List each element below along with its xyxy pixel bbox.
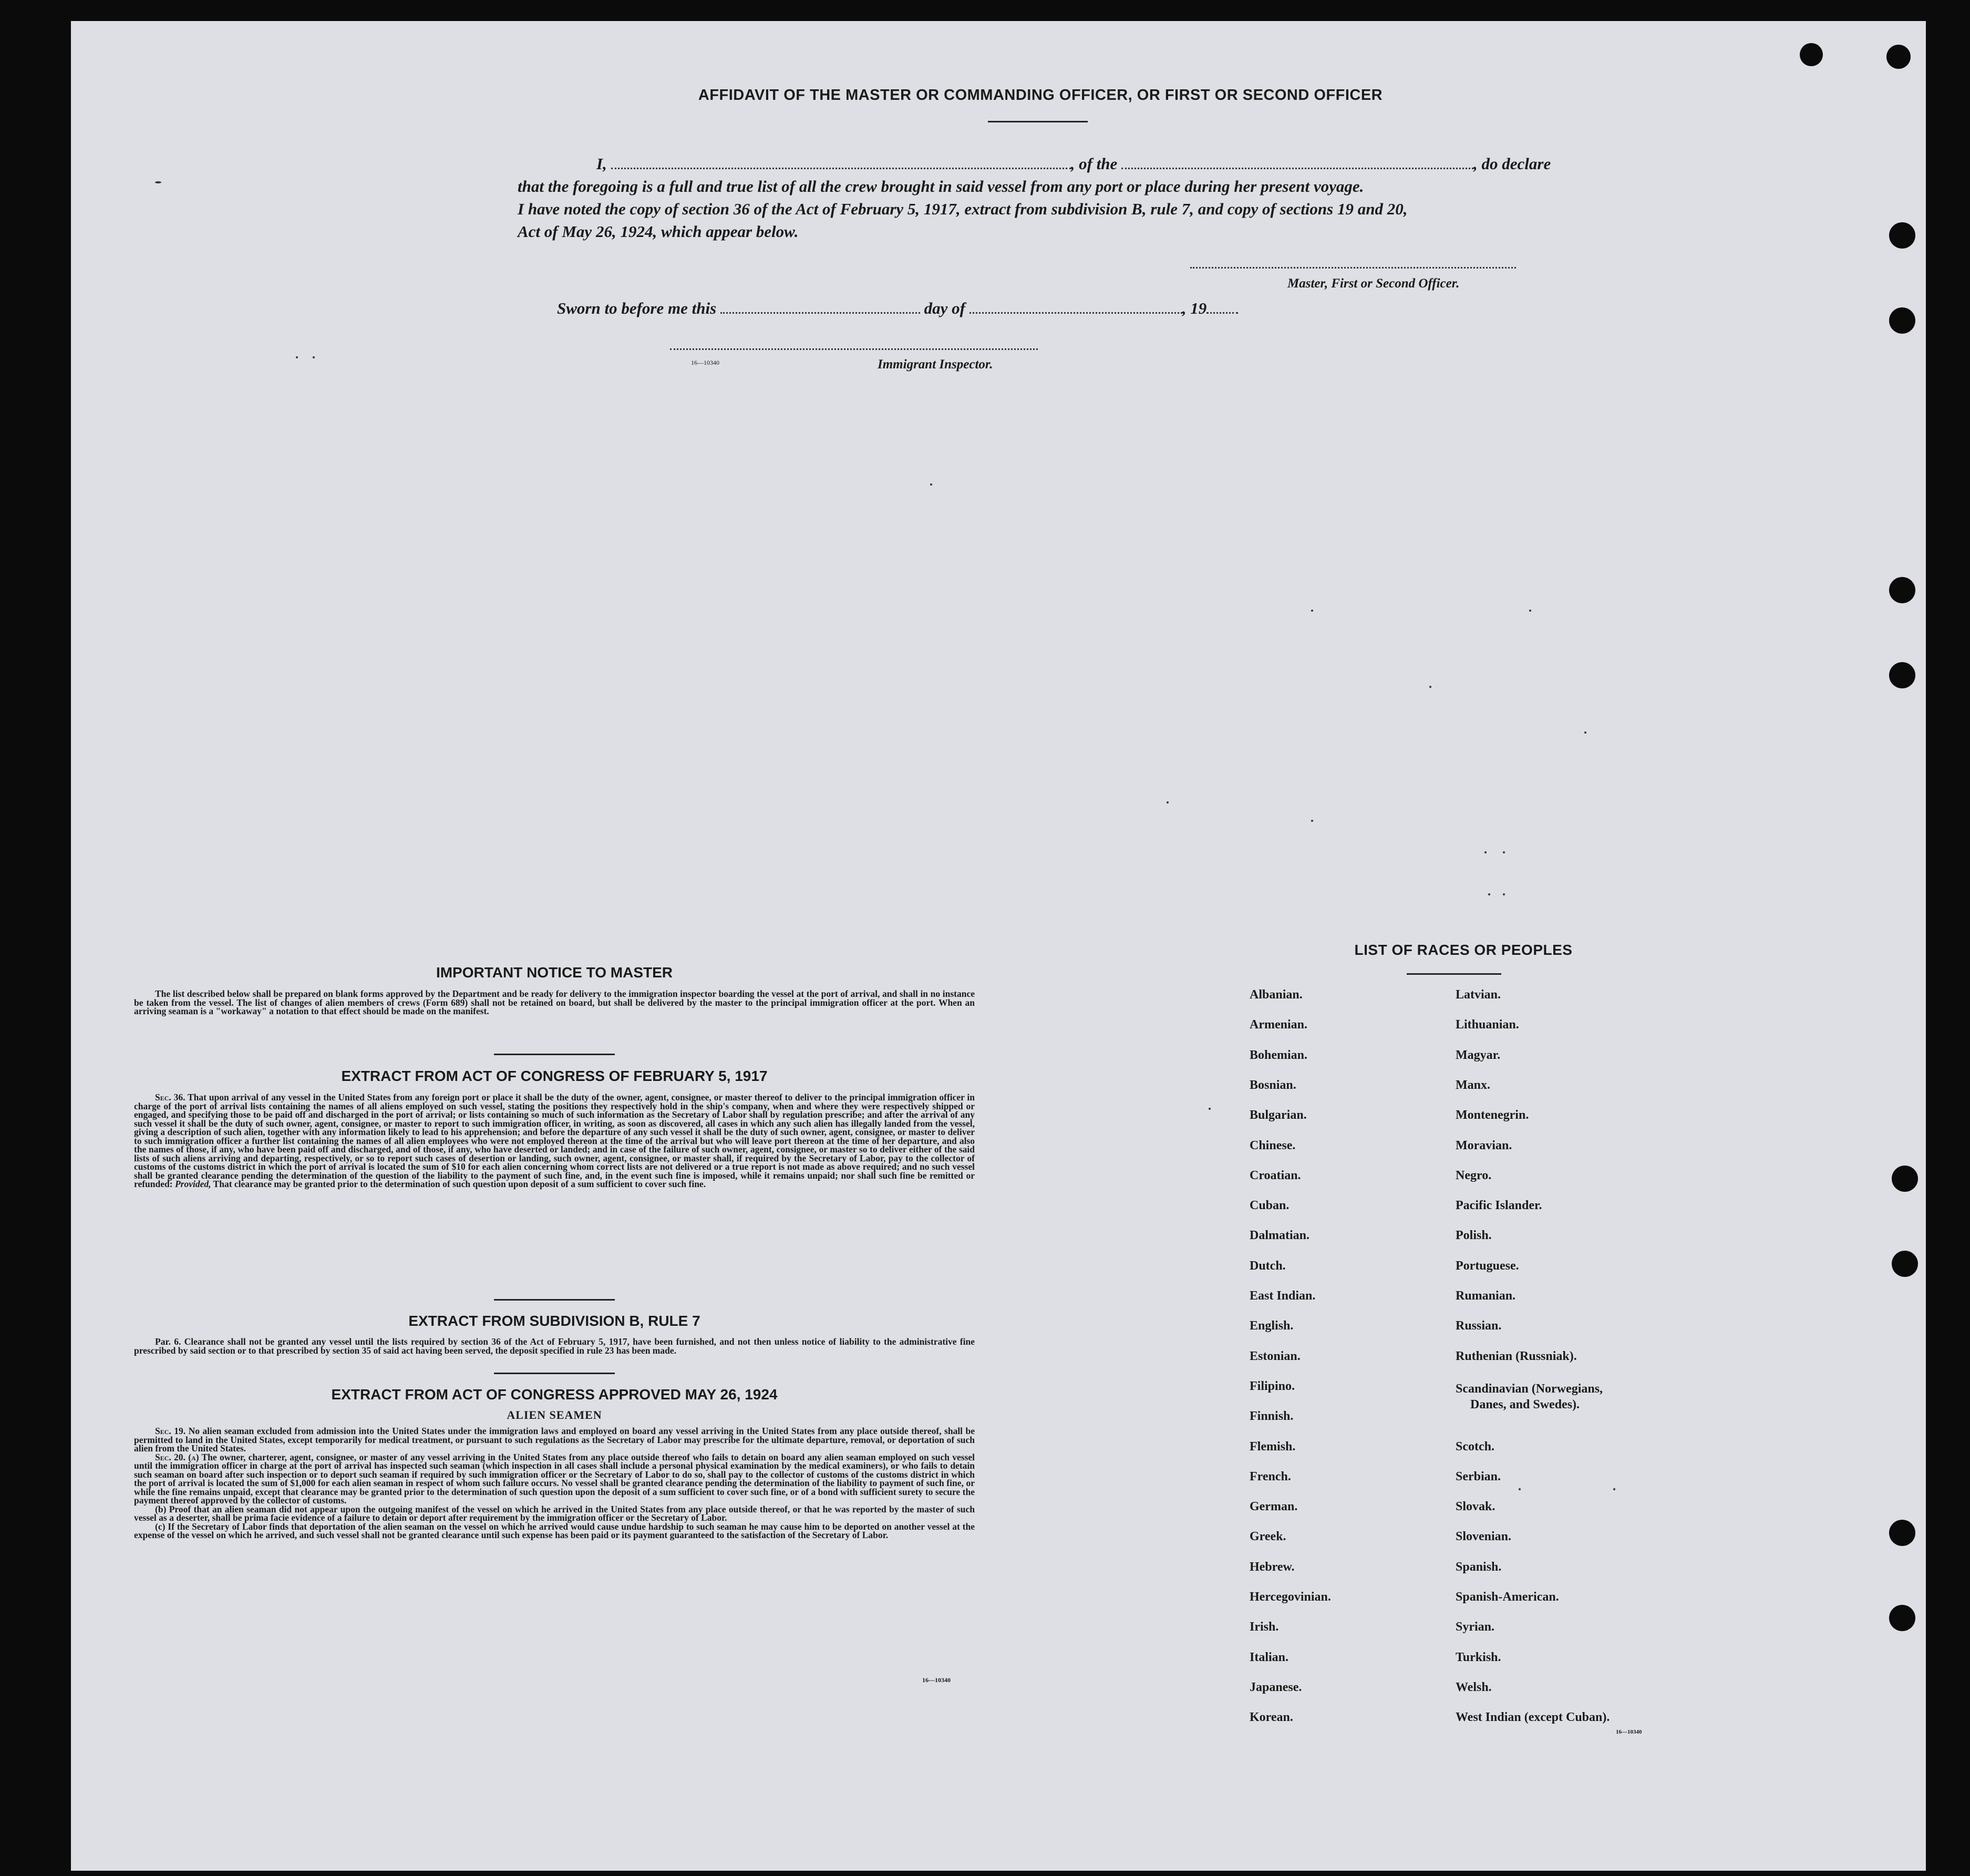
extract-1917-title: EXTRACT FROM ACT OF CONGRESS OF FEBRUARY 5, 1917 [341, 1068, 768, 1084]
affidavit-declare-label: , do declare [1473, 154, 1551, 173]
sworn-line [557, 297, 1345, 319]
race-item: Negro. [1456, 1169, 1492, 1182]
affidavit-line-4: Act of May 26, 1924, which appear below. [518, 222, 799, 241]
sec20b-paragraph: (b) Proof that an alien seaman did not appear upon the outgoing manifest of the vessel on which he arrived in the United States from any place outside thereof, or that he was reported by the master of such vessel as a deserter, shall be prima facie evidence of a failure to detain or deport after requirement by the immigration officer or the Secretary of Labor. [134, 1503, 975, 1523]
scan-speck [1209, 1108, 1211, 1110]
race-item: Welsh. [1456, 1681, 1492, 1694]
race-item: Slovenian. [1456, 1530, 1512, 1543]
race-item: Ruthenian (Russniak). [1456, 1349, 1577, 1363]
race-item: Bohemian. [1250, 1048, 1308, 1062]
race-item: Manx. [1456, 1078, 1490, 1092]
race-item: Filipino. [1250, 1379, 1295, 1393]
punch-hole [1889, 1605, 1915, 1631]
punch-hole [1889, 577, 1915, 603]
inspector-caption: Immigrant Inspector. [878, 357, 993, 372]
race-item: Greek. [1250, 1530, 1286, 1543]
notice-title: IMPORTANT NOTICE TO MASTER [436, 964, 673, 981]
race-item: Danes, and Swedes). [1470, 1398, 1580, 1411]
scan-speck [1484, 851, 1487, 853]
punch-hole [1889, 222, 1915, 249]
race-item: Spanish-American. [1456, 1590, 1559, 1604]
form-number-left: 16—10340 [922, 1676, 951, 1684]
race-item: Pacific Islander. [1456, 1199, 1542, 1212]
extract-rule7-title: EXTRACT FROM SUBDIVISION B, RULE 7 [408, 1313, 700, 1329]
master-signature-field[interactable] [1190, 267, 1516, 269]
race-item: Irish. [1250, 1620, 1279, 1634]
race-item: Korean. [1250, 1710, 1293, 1724]
race-item: Finnish. [1250, 1409, 1294, 1423]
punch-hole [1892, 1166, 1918, 1192]
vessel-name-field[interactable] [1121, 156, 1473, 169]
race-item: West Indian (except Cuban). [1456, 1710, 1610, 1724]
race-item: Portuguese. [1456, 1259, 1519, 1273]
title-divider [988, 121, 1088, 122]
scan-speck [1503, 893, 1505, 895]
race-item: Chinese. [1250, 1139, 1296, 1152]
notice-text: The list described below shall be prepared on blank forms approved by the Department and be ready for delivery to the immigration inspector boarding the vessel at the port of arrival, and shall in no instance be taken from the vessel. The list of changes of alien members of crews (Form 689) shall not be retained on board, but shall be delivered by the master to the principal immigration officer at the port. When an arriving seaman is a "workaway" a notation to that effect should be made on the manifest. [134, 988, 975, 1016]
affidavit-line-3: I have noted the copy of section 36 of the Act of February 5, 1917, extract from subdivision B, rule 7, and copy of sections 19 and 20, [518, 200, 1408, 218]
extract-1917-body [134, 1093, 975, 1189]
form-number-top: 16—10340 [691, 359, 719, 366]
scan-speck [1529, 610, 1531, 612]
sworn-year-field[interactable] [1206, 301, 1238, 314]
extract-1924-body [134, 1427, 975, 1540]
scan-speck [1311, 610, 1313, 612]
races-title: LIST OF RACES OR PEOPLES [1354, 942, 1573, 958]
alien-seamen-subtitle: ALIEN SEAMEN [507, 1408, 602, 1421]
sworn-day-of: day of [924, 299, 965, 317]
document-page [71, 21, 1926, 1871]
sec20a-paragraph [134, 1453, 975, 1505]
race-item: Italian. [1250, 1651, 1289, 1664]
scan-speck [313, 356, 315, 358]
race-item: Polish. [1456, 1229, 1492, 1242]
sec36-text-end: That clearance may be granted prior to the determination of such question upon deposit of a sum sufficient to cover such fine. [213, 1179, 706, 1189]
section-divider [494, 1054, 615, 1055]
scan-speck [1503, 851, 1505, 853]
race-item: East Indian. [1250, 1289, 1316, 1303]
race-item: Turkish. [1456, 1651, 1501, 1664]
race-item: Rumanian. [1456, 1289, 1516, 1303]
race-item: Spanish. [1456, 1560, 1502, 1574]
race-item: Bosnian. [1250, 1078, 1296, 1092]
affidavit-of-the-label: , of the [1070, 154, 1118, 173]
rule7-text: Par. 6. Clearance shall not be granted any vessel until the lists required by section 36 of the Act of February 5, 1917, have been furnished, and not then unless notice of liability to the administrative fine prescribed by said section or to that prescribed by section 35 of said act having been served, the deposit specified in rule 23 has been made. [134, 1336, 975, 1356]
inspector-signature-field[interactable] [670, 348, 1038, 350]
notice-body [134, 989, 975, 1016]
scan-speck [155, 181, 161, 183]
sec20c-paragraph: (c) If the Secretary of Labor finds that deportation of the alien seaman on the vessel on which he arrived would cause undue hardship to such seaman he may cause him to be deported on another vessel at the expense of the vessel on which he arrived, and such vessel shall not be granted clearance until such expense has been paid or its payment guaranteed to the satisfaction of the Secretary of Labor. [134, 1521, 975, 1540]
punch-hole [1889, 1520, 1915, 1546]
punch-hole [1892, 1251, 1918, 1277]
sec36-text: That upon arrival of any vessel in the United States from any foreign port or place it shall be the duty of the owner, agent, consignee, or master thereof to deliver to the principal immigration officer in charge of the port of arrival lists containing the names of all aliens employed on such vessel, stating the positions they respectively hold in the ship's company, when and where they were respectively shipped or engaged, and specifying those to be paid off and discharged in the port of arrival; or lists containing so much of such information as the Secretary of Labor shall by regulation prescribe; and after the arrival of any such vessel it shall be the duty of such owner, agent, consignee, or master to report to such immigration officer, in writing, as soon as discovered, all cases in which any such alien has illegally landed from the vessel, giving a description of such alien, together with any information likely to lead to his apprehension; and before the departure of any such vessel it shall be the duty of such owner, agent, consignee, or master to deliver to such immigration officer a further list containing the names of all alien employees who were not employed thereon at the time of the arrival but who will leave port thereon at the time of her departure, and also the names of those, if any, who have been paid off and discharged, and of those, if any, who have deserted or landed; and in case of the failure of such owner, agent, consignee, or master so to deliver either of the said lists of such aliens arriving and departing, respectively, or so to report such cases of desertion or landing, such owner, agent, consignee, or master shall, if required by the Secretary of Labor, pay to the collector of customs of the customs district in which the port of arrival is located the sum of $10 for each alien concerning whom correct lists are not delivered or a true report is not made as above required; and no such vessel shall be granted clearance pending the determination of the question of the liability to the payment of such fine, and, in the event such fine is imposed, while it remains unpaid; nor shall such fine be remitted or refunded: [134, 1092, 975, 1189]
sec19-text: No alien seaman excluded from admission into the United States under the immigration laws and employed on board any vessel arriving in the United States from any place outside thereof, shall be permitted to land in the United States, except temporarily for medical treatment, or pursuant to such regulations as the Secretary of Labor may prescribe for the ultimate departure, removal, or deportation of such alien from the United States. [134, 1426, 975, 1454]
sec20-label: Sec. 20. (a) [155, 1451, 199, 1462]
extract-1924-title: EXTRACT FROM ACT OF CONGRESS APPROVED MAY 26, 1924 [331, 1386, 778, 1403]
race-item: Bulgarian. [1250, 1108, 1307, 1122]
scan-speck [1429, 686, 1431, 688]
extract-rule7-body [134, 1337, 975, 1355]
sec20a-text: The owner, charterer, agent, consignee, or master of any vessel arriving in the United States from any place outside thereof who fails to detain on board any alien seaman employed on such vessel until the immigration officer in charge at the port of arrival has inspected such seaman (which inspection in all cases shall include a personal physical examination by the medical examiners), or who fails to detain such seaman on board after such inspection or to deport such seaman if required by such immigration officer or the Secretary of Labor to do so, shall pay to the collector of customs of the customs district in which the port of arrival is located the sum of $1,000 for each alien seaman in respect of whom such failure occurs. No vessel shall be granted clearance pending the determination of the liability to payment of such fine, or while the fine remains unpaid, except that clearance may be granted prior to the determination of such question upon the deposit of a sum sufficient to cover such fine, or of a bond with sufficient surety to secure the payment thereof approved by the collector of customs. [134, 1451, 975, 1506]
race-item: Armenian. [1250, 1018, 1307, 1032]
scan-speck [1488, 893, 1490, 895]
race-item: Estonian. [1250, 1349, 1301, 1363]
race-item: English. [1250, 1319, 1294, 1333]
race-item: Scandinavian (Norwegians, [1456, 1382, 1603, 1396]
officer-name-field[interactable] [611, 156, 1071, 169]
affidavit-i-label: I, [596, 154, 607, 173]
race-item: French. [1250, 1470, 1291, 1483]
punch-hole [1886, 45, 1911, 69]
races-divider [1407, 973, 1501, 975]
race-item: Montenegrin. [1456, 1108, 1529, 1122]
race-item: Syrian. [1456, 1620, 1495, 1634]
race-item: Magyar. [1456, 1048, 1501, 1062]
scan-speck [1519, 1488, 1521, 1490]
scan-speck [296, 356, 298, 358]
scan-speck [930, 483, 932, 486]
sworn-date-field[interactable] [720, 301, 920, 314]
affidavit-line-2: that the foregoing is a full and true list of all the crew brought in said vessel from any port or place during her present voyage. [518, 177, 1364, 195]
race-item: Hebrew. [1250, 1560, 1295, 1574]
sec19-label: Sec. 19. [155, 1426, 186, 1436]
provided-label: Provided, [174, 1179, 211, 1189]
race-item: Slovak. [1456, 1500, 1495, 1513]
sworn-prefix: Sworn to before me this [557, 299, 717, 317]
race-item: Dalmatian. [1250, 1229, 1309, 1242]
race-item: Albanian. [1250, 988, 1303, 1002]
race-item: Hercegovinian. [1250, 1590, 1331, 1604]
sec19-paragraph [134, 1427, 975, 1453]
master-signature-caption: Master, First or Second Officer. [1287, 276, 1460, 291]
race-item: Japanese. [1250, 1681, 1302, 1694]
race-item: Moravian. [1456, 1139, 1512, 1152]
race-item: Cuban. [1250, 1199, 1290, 1212]
scan-speck [1167, 801, 1169, 803]
scan-speck [1613, 1488, 1615, 1490]
race-item: Lithuanian. [1456, 1018, 1519, 1032]
race-item: Scotch. [1456, 1440, 1494, 1454]
section-divider [494, 1373, 615, 1374]
punch-hole [1889, 307, 1915, 334]
affidavit-title: AFFIDAVIT OF THE MASTER OR COMMANDING OFFICER, OR FIRST OR SECOND OFFICER [698, 87, 1383, 104]
punch-hole [1800, 43, 1823, 66]
race-item: Dutch. [1250, 1259, 1286, 1273]
punch-hole [1889, 662, 1915, 688]
race-item: Russian. [1456, 1319, 1502, 1333]
section-divider [494, 1299, 615, 1301]
race-item: German. [1250, 1500, 1298, 1513]
sworn-year-prefix: , 19 [1182, 299, 1207, 317]
race-item: Latvian. [1456, 988, 1501, 1002]
race-item: Serbian. [1456, 1470, 1501, 1483]
scan-speck [1311, 820, 1313, 822]
form-number-right: 16—10340 [1616, 1729, 1642, 1735]
race-item: Croatian. [1250, 1169, 1301, 1182]
affidavit-line-1 [596, 152, 1611, 175]
sec36-label: Sec. 36. [155, 1092, 185, 1102]
scan-speck [1584, 731, 1586, 734]
race-item: Flemish. [1250, 1440, 1296, 1454]
sworn-month-field[interactable] [969, 301, 1182, 314]
